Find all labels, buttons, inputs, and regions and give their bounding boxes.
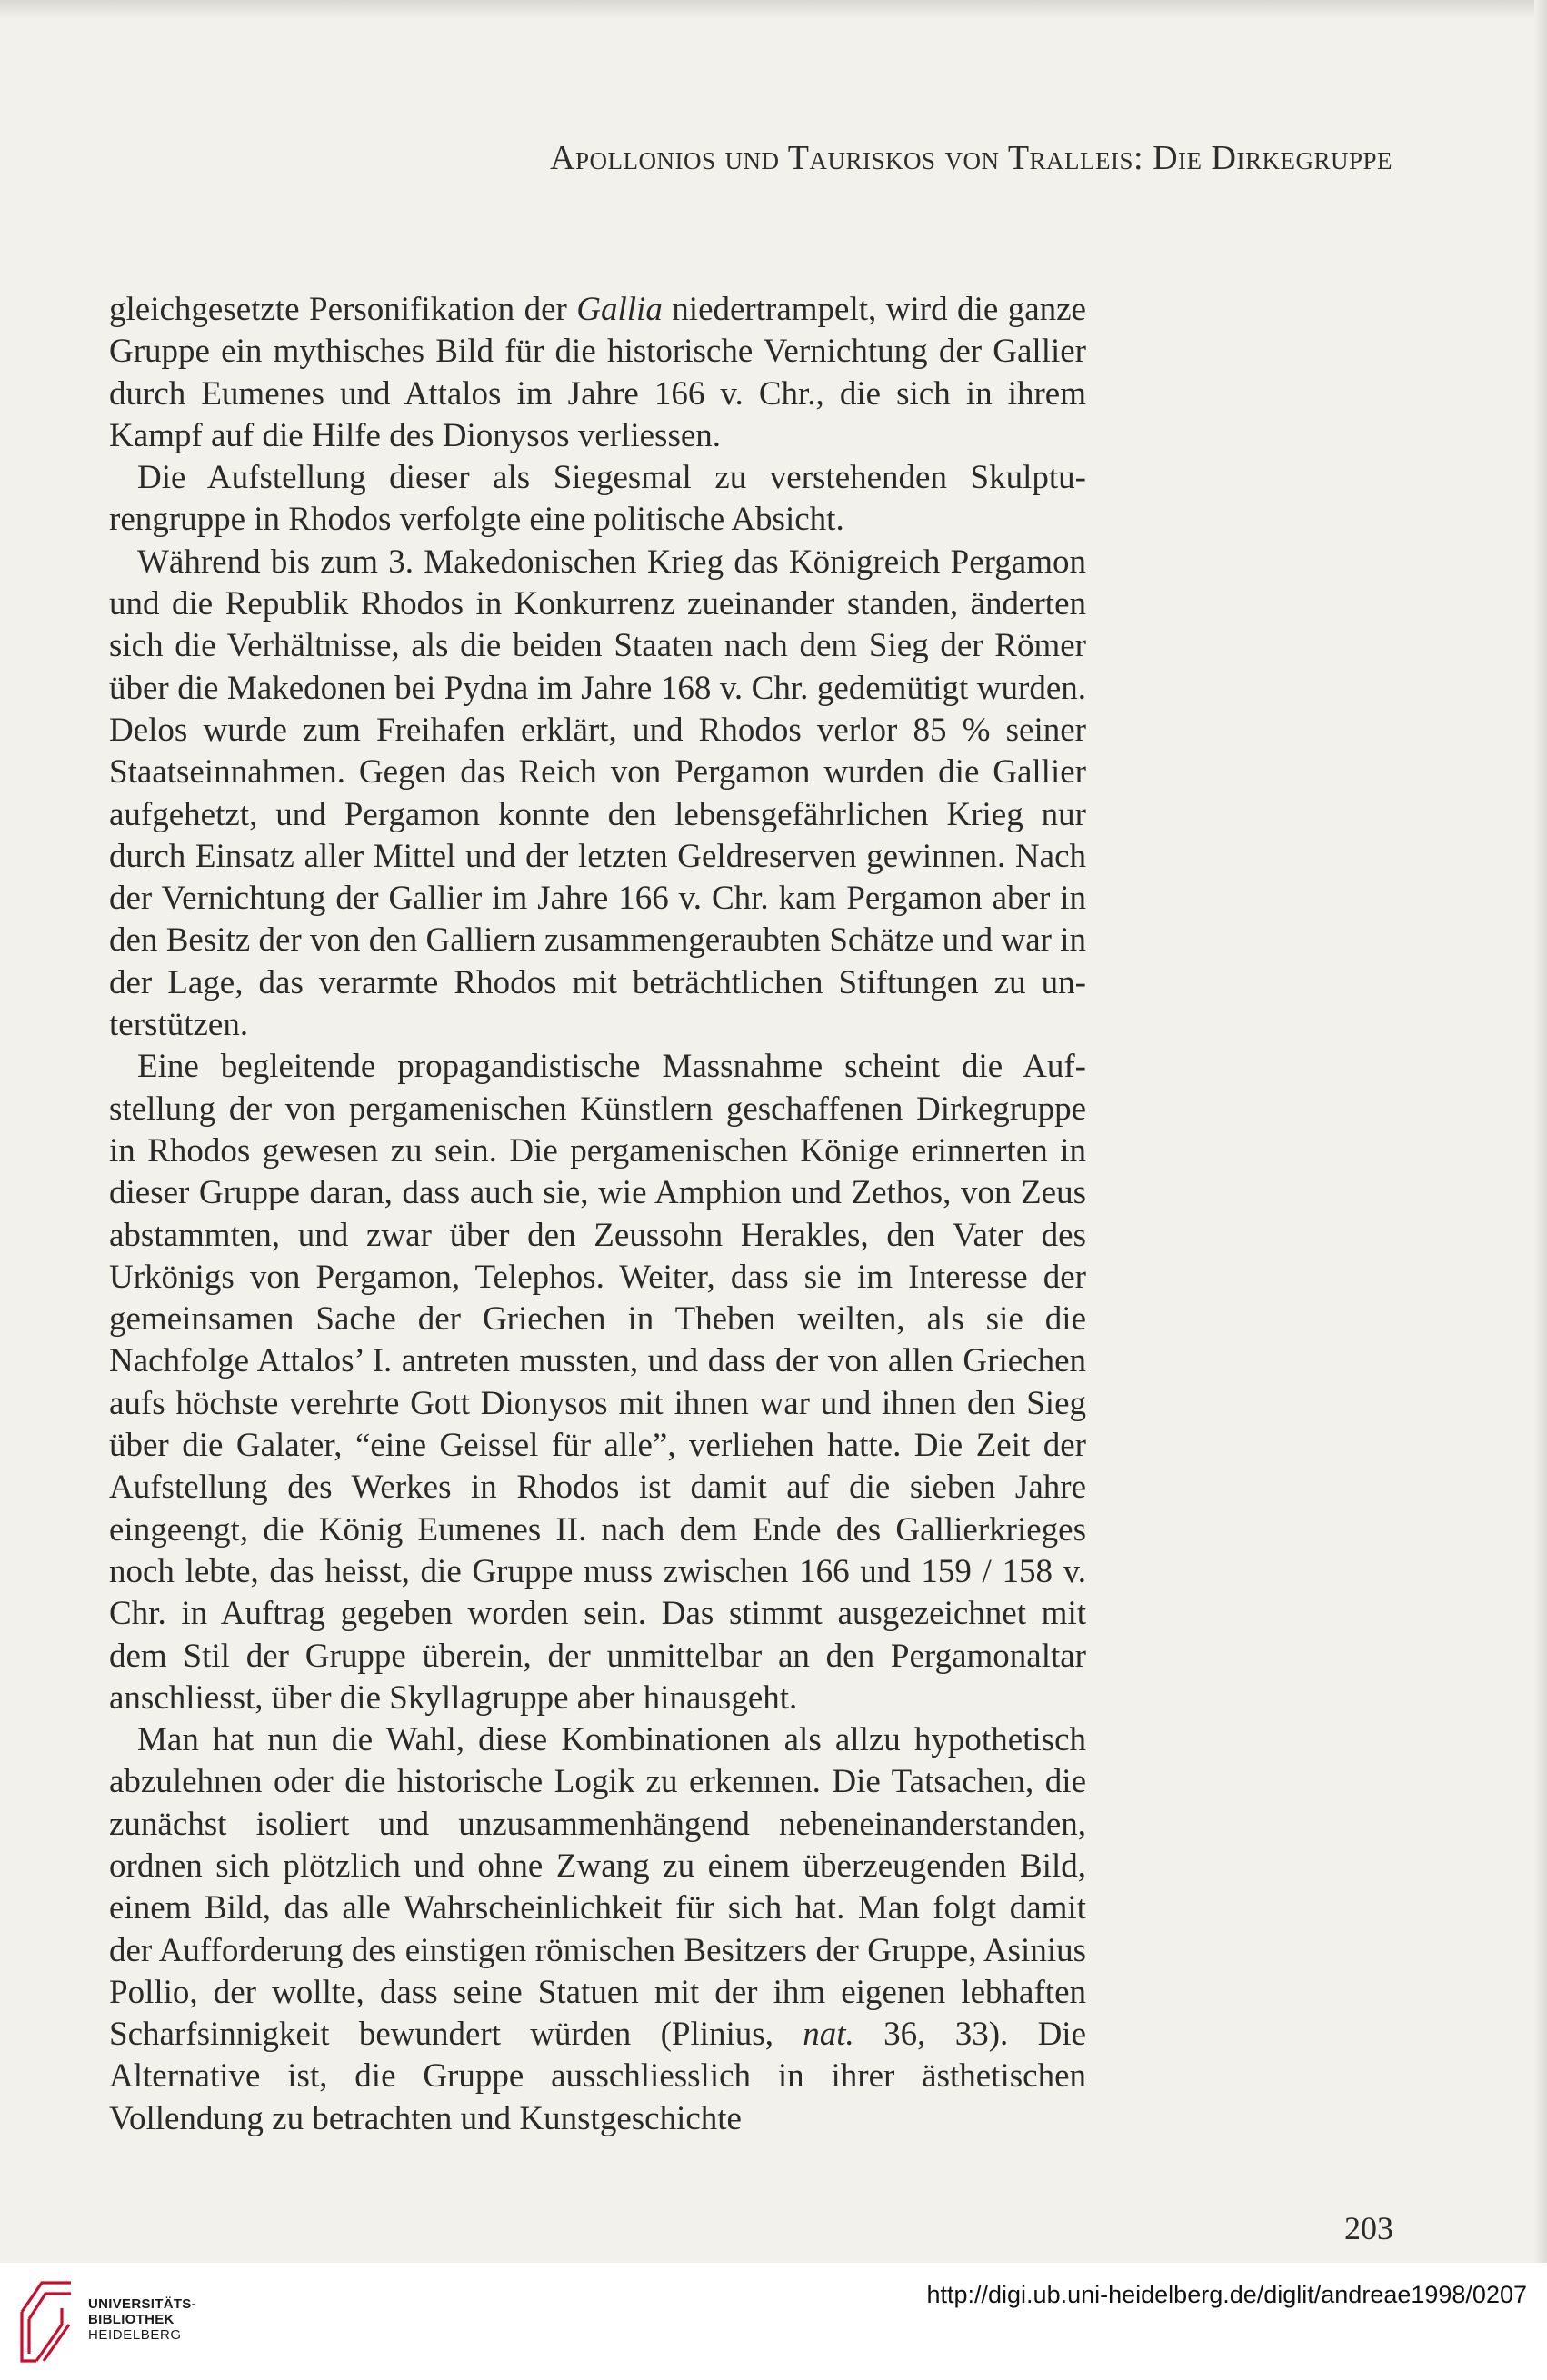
heidelberg-library-logo-icon — [16, 2272, 76, 2372]
library-name-line-1: UNIVERSITÄTS- — [88, 2296, 196, 2312]
paragraph-1-part-a: gleichgesetzte Personifikation der — [109, 291, 577, 328]
paragraph-2: Die Aufstellung dieser als Siegesmal zu verstehenden Skulpturengruppe in Rhodos verfolgte eine politische Absicht. — [109, 459, 1086, 539]
scan-top-edge — [0, 0, 1547, 20]
library-name — [88, 2296, 196, 2343]
paragraph-1-part-b: niedertrampelt, wird die ganze Gruppe ein mythisches Bild für die historische Vernichtung der Gallier durch Eumenes und Attalos im Jahre 166 v. Chr., die sich in ihrem Kampf auf die Hilfe des Dionysos verliessen. — [109, 291, 1086, 454]
citation-nat: nat. — [803, 2016, 854, 2054]
running-head: Apollonios und Tauriskos von Tralleis: Die Dirkegruppe — [550, 139, 1392, 177]
paragraph-1 — [109, 289, 1086, 457]
library-name-line-2: BIBLIOTHEK — [88, 2312, 175, 2327]
paragraph-5 — [109, 1719, 1086, 2140]
paragraph-3: Während bis zum 3. Makedonischen Krieg das Königreich Pergamon und die Republik Rhodos in Konkurrenz zueinander standen, änderten sich die Verhältnisse, als die beiden Staaten nach dem Sieg der Römer über die Makedonen bei Pydna im Jahre 168 v. Chr. gedemütigt wurden. Delos wurde zum Freihafen erklärt, und Rhodos verlor 85 % seiner Staatseinnahmen. Gegen das Reich von Pergamon wurden die Gallier aufgehetzt, und Pergamon konnte den lebensgefährlichen Krieg nur durch Einsatz aller Mittel und der letzten Geldreserven gewinnen. Nach der Vernichtung der Gallier im Jahre 166 v. Chr. kam Pergamon aber in den Besitz der von den Galliern zusammengeraubten Schätze und war in der Lage, das verarmte Rhodos mit beträchtlichen Stiftungen zu unterstützen. — [109, 543, 1086, 1044]
paragraph-5-part-a: Man hat nun die Wahl, diese Kombinationen als allzu hypothetisch abzulehnen oder die historische Logik zu erkennen. Die Tatsachen, die zunächst isoliert und unzusammenhängend nebeneinanderstanden, ordnen sich plötzlich und ohne Zwang zu einem überzeugenden Bild, einem Bild, das alle Wahrscheinlichkeit für sich hat. Man folgt damit der Aufforderung des einstigen römischen Besitzers der Gruppe, Asinius Pollio, der wollte, dass seine Statuen mit der ihm eigenen lebhaften Scharfsinnigkeit bewundert würden (Plinius, — [109, 1721, 1086, 2054]
scan-right-edge — [1534, 0, 1547, 2263]
source-url-link[interactable]: http://digi.ub.uni-heidelberg.de/diglit/andreae1998/0207 — [926, 2281, 1527, 2308]
page-number: 203 — [1344, 2210, 1393, 2246]
main-text — [109, 289, 1086, 2140]
paragraph-4: Eine begleitende propagandistische Massnahme scheint die Aufstellung der von pergamenischen Künstlern geschaffenen Dirkegruppe in Rhodos gewesen zu sein. Die pergamenischen Könige erinnerten in dieser Gruppe daran, dass auch sie, wie Amphion und Zethos, von Zeus abstammten, und zwar über den Zeussohn Herakles, den Vater des Urkönigs von Pergamon, Telephos. Weiter, dass sie im Interesse der gemeinsamen Sache der Griechen in Theben weilten, als sie die Nachfolge Attalos’ I. antreten mussten, und dass der von allen Griechen aufs höchste verehrte Gott Dionysos mit ihnen war und ihnen den Sieg über die Galater, “eine Geissel für alle”, verliehen hatte. Die Zeit der Aufstellung des Werkes in Rhodos ist damit auf die sieben Jahre eingeengt, die König Eumenes II. nach dem Ende des Gallierkrieges noch lebte, das heisst, die Gruppe muss zwischen 166 und 159 / 158 v. Chr. in Auftrag gegeben worden sein. Das stimmt ausgezeichnet mit dem Stil der Gruppe überein, der unmittelbar an den Pergamonaltar anschliesst, über die Skyllagruppe aber hinausgeht. — [109, 1048, 1086, 1717]
library-name-line-3: HEIDELBERG — [88, 2327, 182, 2343]
paragraph-5-part-b: 36, 33). Die Alternative ist, die Gruppe ausschliesslich in ihrer ästhetischen Vollendung zu betrachten und Kunstgeschichte — [109, 2016, 1086, 2137]
term-gallia: Gallia — [576, 291, 663, 328]
